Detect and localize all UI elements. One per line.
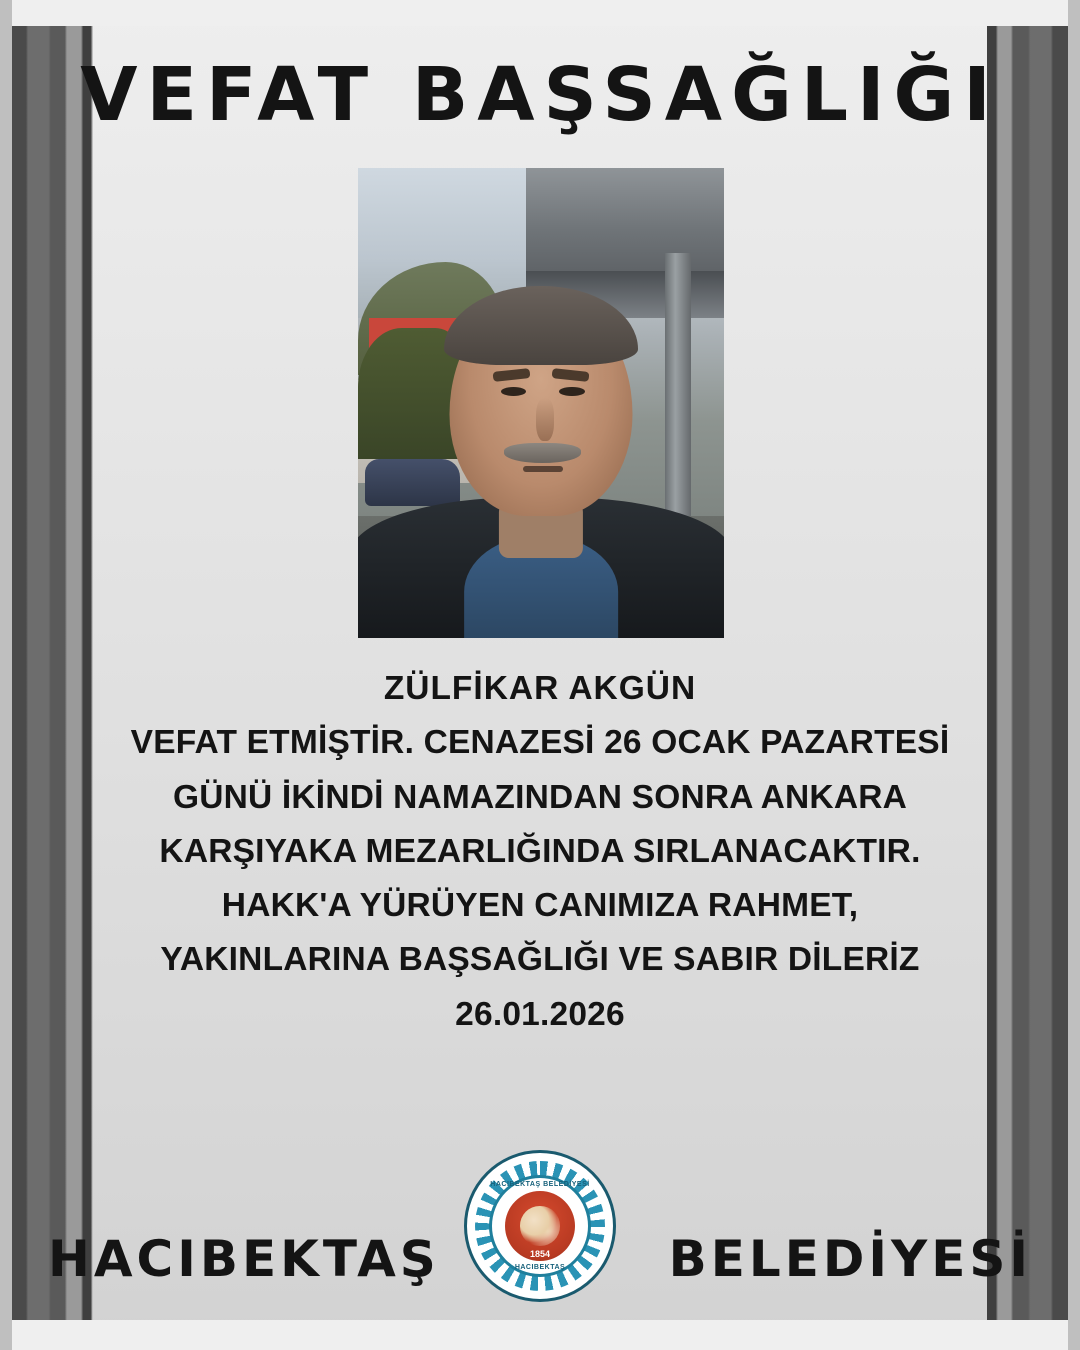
- message-line-5: YAKINLARINA BAŞSAĞLIĞI VE SABIR DİLERİZ: [160, 941, 920, 979]
- bottom-band: [0, 1320, 1080, 1350]
- municipality-name-right: BELEDİYESİ: [668, 1230, 1032, 1288]
- page-title: VEFAT BAŞSAĞLIĞI: [80, 52, 1000, 138]
- poster-footer: [0, 1148, 1080, 1298]
- photo-nose: [536, 398, 554, 440]
- message-line-2: GÜNÜ İKİNDİ NAMAZINDAN SONRA ANKARA: [172, 778, 908, 816]
- photo-pillar: [665, 253, 691, 535]
- memorial-date: 26.01.2026: [455, 995, 625, 1033]
- message-line-1: VEFAT ETMİŞTİR. CENAZESİ 26 OCAK PAZARTESİ: [130, 724, 950, 762]
- municipality-name-left: HACIBEKTAŞ: [48, 1230, 440, 1288]
- photo-mustache: [504, 443, 581, 463]
- portrait-photo: [358, 168, 724, 638]
- message-line-4: HAKK'A YÜRÜYEN CANIMIZA RAHMET,: [221, 887, 859, 925]
- logo-figure: [520, 1206, 559, 1245]
- photo-eye-right: [559, 387, 585, 396]
- logo-year: 1854: [529, 1249, 551, 1259]
- municipality-logo-icon: [464, 1150, 616, 1302]
- logo-top-text: HACIBEKTAŞ BELEDİYESİ: [490, 1181, 590, 1188]
- photo-eye-left: [501, 387, 527, 396]
- message-line-3: KARŞIYAKA MEZARLIĞINDA SIRLANACAKTIR.: [159, 832, 921, 870]
- photo-canopy: [526, 168, 724, 281]
- portrait-frame: [358, 168, 724, 638]
- photo-mouth: [523, 466, 563, 472]
- top-band: [0, 0, 1080, 26]
- deceased-name: ZÜLFİKAR AKGÜN: [383, 670, 697, 707]
- logo-bottom-text: HACIBEKTAŞ: [514, 1264, 566, 1271]
- memorial-message: [110, 662, 970, 1042]
- photo-car: [365, 459, 460, 506]
